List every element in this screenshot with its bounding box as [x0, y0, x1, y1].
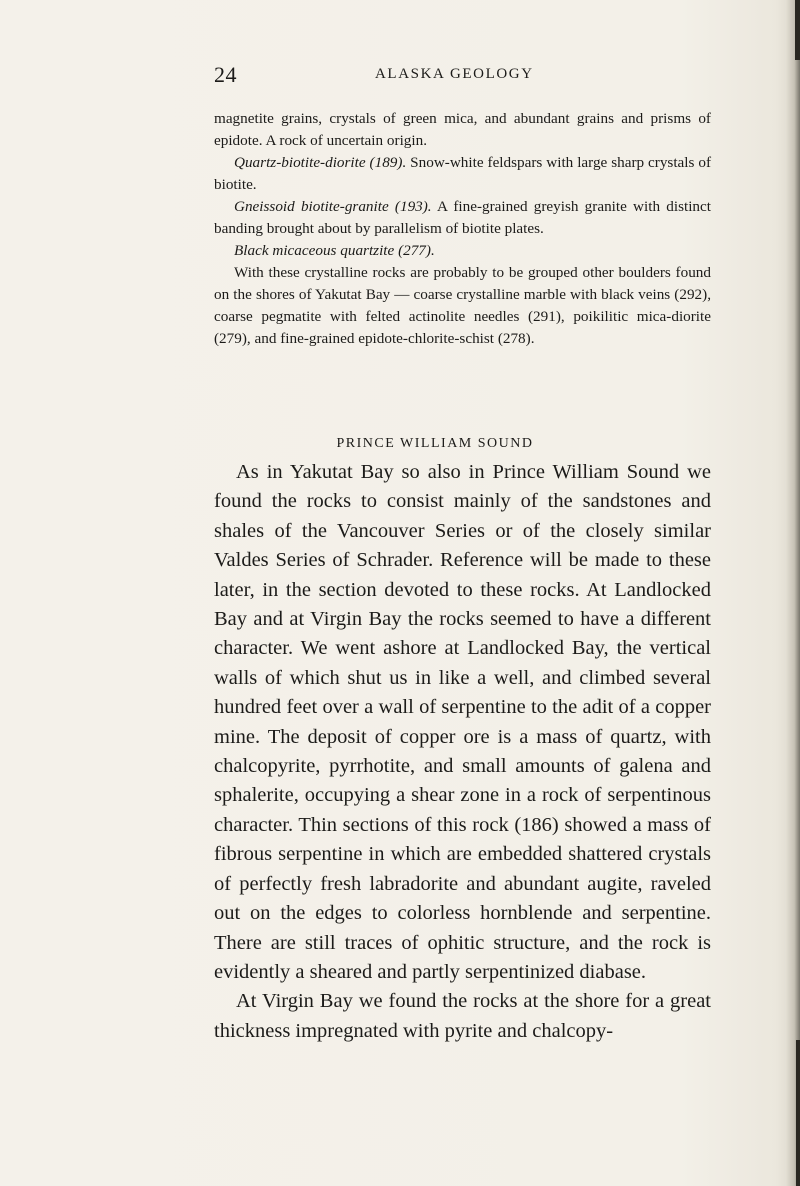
rock-description: A fine-grained greyish granite with distinct banding brought about by parallelism of biotite plates. — [214, 198, 711, 237]
page-number: 24 — [214, 62, 237, 87]
paragraph-black-quartzite — [214, 240, 711, 262]
page-header — [0, 62, 800, 92]
rock-description: Snow-white feldspars with large sharp crystals of biotite. — [214, 154, 712, 193]
paragraph-quartz-biotite-diorite — [214, 152, 711, 196]
page-edge-mark — [795, 0, 800, 60]
main-text — [214, 458, 711, 1046]
rock-name: Gneissoid biotite-granite (193). — [234, 198, 432, 215]
section-heading: PRINCE WILLIAM SOUND — [336, 436, 534, 451]
rock-descriptions — [214, 108, 711, 350]
paragraph-continued: magnetite grains, crystals of green mica, and abundant grains and prisms of epidote. A rock of uncertain origin. — [214, 110, 711, 149]
paragraph: As in Yakutat Bay so also in Prince William Sound we found the rocks to consist mainly of the sandstones and shales of the Vancouver Series or of the closely similar Valdes Series of Schrader. Reference will be made to these later, in the section devoted to these rocks. At Landlocked Bay and at Virgin Bay the rocks seemed to have a different character. We went ashore at Landlocked Bay, the vertical walls of which shut us in like a well, and climbed several hundred feet over a wall of serpentine to the adit of a copper mine. The deposit of copper ore is a mass of quartz, with chalcopyrite, pyrrhotite, and small amounts of galena and sphalerite, occupying a shear zone in a rock of serpentinous character. Thin sections of this rock (186) showed a mass of fibrous serpentine in which are embedded shattered crystals of perfectly fresh labradorite and abundant augite, raveled out on the edges to colorless hornblende and serpentine. There are still traces of ophitic structure, and the rock is evidently a sheared and partly serpentinized diabase. — [214, 461, 711, 983]
page-edge-shadow — [786, 0, 800, 1186]
rock-name: Quartz-biotite-diorite (189). — [234, 154, 407, 171]
page-edge-mark — [796, 1040, 800, 1186]
paragraph: At Virgin Bay we found the rocks at the shore for a great thickness impregnated with pyrite and chalcopy- — [214, 990, 711, 1042]
rock-name: Black micaceous quartzite (277). — [234, 242, 435, 259]
paragraph-boulders: With these crystalline rocks are probably to be grouped other boulders found on the shores of Yakutat Bay — coarse crystalline marble with black veins (292), coarse pegmatite with felted actinolite needles (291), poikilitic mica-diorite (279), and fine-grained epidote-chlorite-schist (278). — [214, 264, 711, 347]
running-head: ALASKA GEOLOGY — [375, 66, 534, 82]
paragraph-gneissoid-granite — [214, 196, 711, 240]
